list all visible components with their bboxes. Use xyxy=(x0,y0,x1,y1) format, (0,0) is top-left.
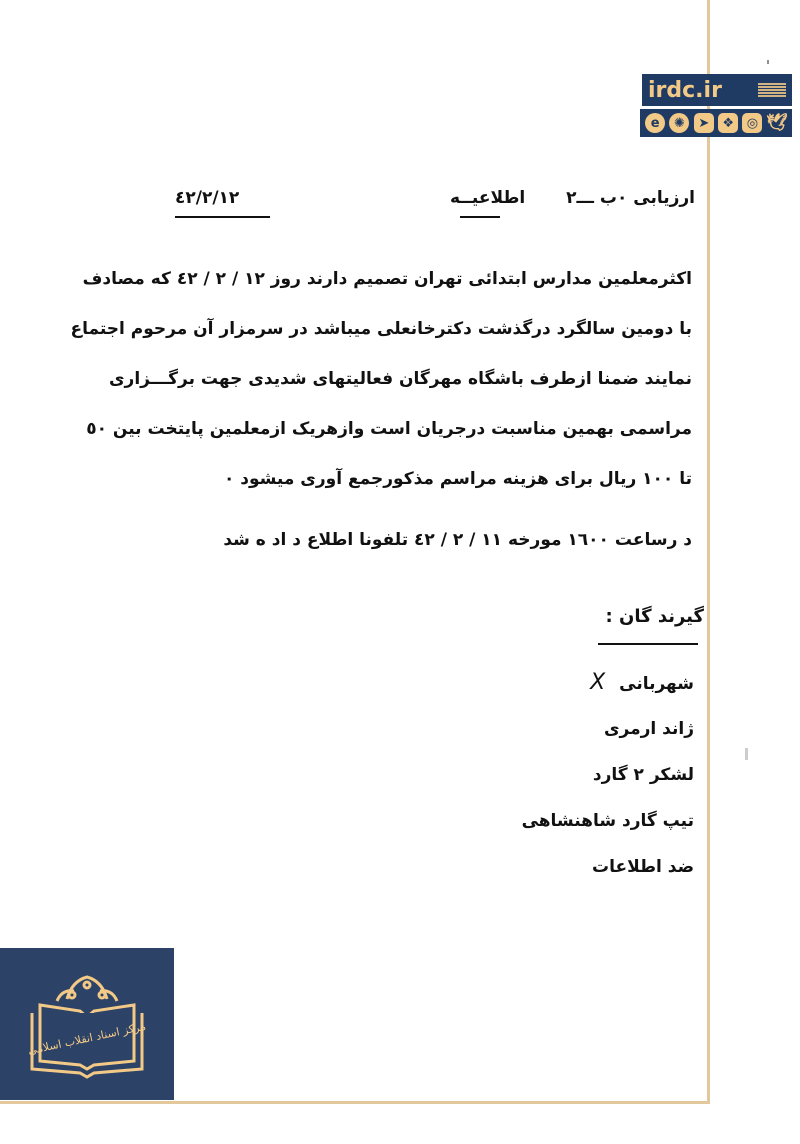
twitter-icon[interactable]: 🕊 xyxy=(766,112,788,133)
film-reel-icon[interactable]: ✺ xyxy=(669,113,689,133)
body-line: با دومین سالگرد درگذشت دکترخانعلی میباشد در سرمزار آن مرحوم اجتماع xyxy=(70,319,692,339)
document-reference: ارزیابی ۰ب ـــ۲ xyxy=(566,188,695,208)
scan-artifact xyxy=(745,748,748,760)
instagram-icon[interactable]: ◎ xyxy=(742,113,762,133)
e-icon[interactable]: e xyxy=(645,113,665,133)
recipient-item xyxy=(522,712,694,758)
recipient-name: شهربانی xyxy=(619,674,694,694)
irdc-brand-banner[interactable] xyxy=(642,74,792,106)
body-line: تا ١٠٠ ریال برای هزینه مراسم مذکورجمع آوری میشود ٠ xyxy=(223,469,692,489)
recipient-item xyxy=(522,850,694,896)
page-frame-bottom-border xyxy=(0,1101,710,1104)
check-mark: X xyxy=(590,670,606,695)
date-underline xyxy=(175,216,270,218)
recipients-heading: گیرند گان : xyxy=(605,606,704,627)
recipients-list xyxy=(522,666,694,896)
document-date: ٤٢/٢/١٢ xyxy=(175,188,240,208)
notification-note: د رساعت ١٦٠٠ مورخه ١١ / ٢ / ٤٢ تلفونا اطلاع د اد ه شد xyxy=(223,530,692,550)
page-frame-right-border xyxy=(707,0,710,1104)
recipient-name: ژاند ارمری xyxy=(603,719,694,739)
open-book-dome-icon xyxy=(22,969,152,1079)
recipients-underline xyxy=(598,643,698,645)
brand-wordmark xyxy=(758,83,786,97)
document-body xyxy=(70,254,692,504)
box-icon[interactable]: ❖ xyxy=(718,113,738,133)
telegram-icon[interactable]: ➤ xyxy=(694,113,714,133)
document-header xyxy=(150,188,695,228)
recipient-item xyxy=(522,666,694,712)
body-line: نمایند ضمنا ازطرف باشگاه مهرگان فعالیتهای شدیدی جهت برگـــزاری xyxy=(108,369,692,389)
site-url: irdc.ir xyxy=(648,77,722,103)
body-line: اکثرمعلمین مدارس ابتدائی تهران تصمیم دارند روز ١٢ / ٢ / ٤٢ که مصادف xyxy=(82,269,692,289)
svg-text:مرکز اسناد انقلاب اسلامی: مرکز اسناد انقلاب اسلامی xyxy=(26,1019,147,1058)
recipient-name: لشکر ۲ گارد xyxy=(592,765,694,785)
recipient-item xyxy=(522,804,694,850)
recipient-name: ضد اطلاعات xyxy=(592,857,694,877)
document-title: اطلاعیــه xyxy=(450,188,526,208)
body-line: مراسمی بهمین مناسبت درجریان است وازهریک ازمعلمین پایتخت بین ٥٠ xyxy=(86,419,692,439)
recipient-item xyxy=(522,758,694,804)
scan-artifact xyxy=(767,60,769,64)
archive-center-logo xyxy=(0,948,174,1100)
recipient-name: تیپ گارد شاهنشاهی xyxy=(521,811,694,831)
title-underline xyxy=(460,216,500,218)
social-icons-bar xyxy=(640,109,792,137)
